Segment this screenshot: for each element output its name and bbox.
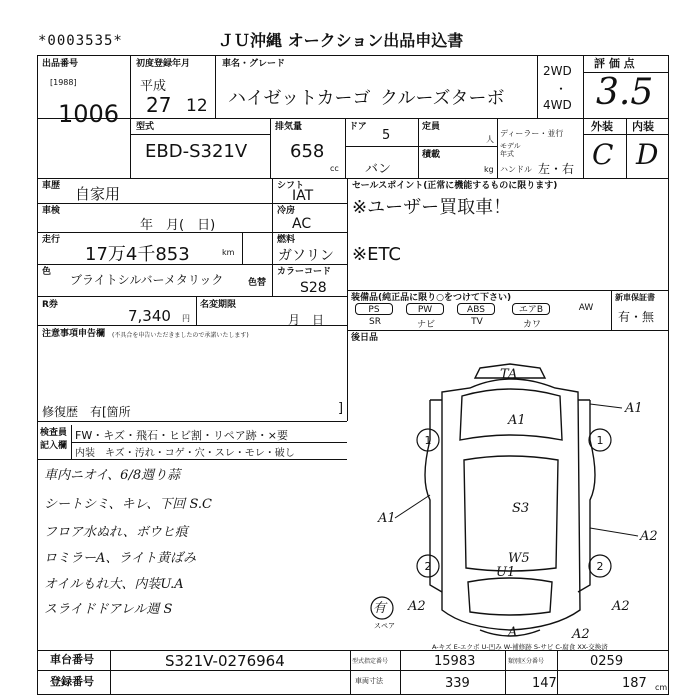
inspector-label1: 検査員 bbox=[40, 428, 68, 438]
spec-code-value: 15983 bbox=[434, 654, 476, 669]
equip-aw: AW bbox=[578, 303, 594, 313]
inspection-text: 年 月( 日) bbox=[140, 218, 216, 233]
checks-row1: FW・キズ・飛石・ヒビ割・リペア跡・×要 bbox=[75, 429, 288, 442]
hand-note-3: フロア水ぬれ、ボウヒ痕 bbox=[44, 525, 188, 540]
mark-w5: W5 bbox=[508, 551, 530, 566]
hand-note-2: シートシミ、キレ、下回 S.C bbox=[44, 497, 212, 512]
mileage-value: 17万4千853 bbox=[85, 244, 190, 265]
sales-point-line1: ※ユーザー買取車！ bbox=[352, 197, 512, 218]
handle-value: 左・右 bbox=[538, 162, 575, 176]
mark-a2-rear: A2 bbox=[408, 599, 426, 614]
registration-label: 登録番号 bbox=[50, 675, 94, 688]
spec-code-label: 型式指定番号 bbox=[352, 658, 389, 665]
class-code-value: 0259 bbox=[590, 654, 624, 669]
chassis-label: 車台番号 bbox=[50, 653, 94, 666]
engine-unit: cc bbox=[330, 164, 339, 173]
reg-month: 12 bbox=[186, 96, 208, 116]
exterior-grade: C bbox=[592, 138, 614, 171]
mileage-label: 走行 bbox=[42, 235, 61, 245]
shift-value: IAT bbox=[292, 188, 314, 204]
fuel-value: ガソリン bbox=[278, 248, 334, 264]
color-change-label: 色替 bbox=[248, 278, 267, 288]
car-damage-diagram bbox=[350, 360, 668, 645]
equip-tv: TV bbox=[471, 317, 483, 327]
load-label: 積載 bbox=[422, 150, 441, 160]
capacity-label: 定員 bbox=[422, 122, 441, 132]
handle-label: ハンドル bbox=[500, 165, 532, 174]
equipment-label: 装備品(純正品に限り○をつけて下さい) bbox=[351, 293, 512, 303]
history-label: 車歴 bbox=[42, 181, 61, 191]
document-number: *0003535* bbox=[38, 33, 123, 49]
color-label: 色 bbox=[42, 267, 52, 277]
repair-bracket-close: ] bbox=[338, 401, 344, 416]
tire-mark-fr: 1 bbox=[596, 434, 604, 447]
lot-number: 1006 bbox=[58, 100, 120, 128]
spare-label: スペア bbox=[374, 622, 395, 630]
interior-grade: D bbox=[636, 138, 659, 171]
color-value: ブライトシルバーメタリック bbox=[70, 273, 224, 287]
equip-navi: ナビ bbox=[416, 320, 435, 330]
inspection-label: 車検 bbox=[42, 206, 61, 216]
dims-height: 187 bbox=[622, 676, 647, 691]
doors-label: ドア bbox=[349, 122, 367, 132]
sales-point-line2: ※ETC bbox=[352, 244, 401, 265]
mark-a-rear: A bbox=[508, 625, 518, 640]
reg-year: 27 bbox=[146, 93, 172, 117]
doors-value: 5 bbox=[382, 128, 391, 143]
mileage-unit: km bbox=[222, 248, 235, 257]
warranty-label: 新車保証書 bbox=[615, 293, 655, 302]
dims-length: 339 bbox=[445, 676, 470, 691]
hand-note-6: スライドドアレル週 S bbox=[44, 602, 173, 617]
drive-4wd: 4WD bbox=[543, 98, 572, 112]
checks-row2: 内装 キズ・汚れ・コゲ・穴・スレ・モレ・破し bbox=[75, 448, 295, 459]
hand-note-1: 車内ニオイ、6/8週り蒜 bbox=[44, 468, 181, 483]
car-name-label: 車名・グレード bbox=[222, 59, 286, 69]
name-change-text: 月 日 bbox=[288, 313, 325, 327]
era: 平成 bbox=[140, 79, 167, 94]
hand-note-5: オイルもれ大、内装U.A bbox=[44, 577, 184, 592]
mark-a1-right: A1 bbox=[625, 401, 643, 416]
car-grade: クルーズターボ bbox=[380, 88, 505, 109]
interior-label: 内装 bbox=[632, 120, 654, 133]
engine-label: 排気量 bbox=[275, 122, 303, 132]
mark-a1-hood: A1 bbox=[508, 413, 526, 428]
later-items-label: 後日品 bbox=[351, 333, 379, 343]
hand-note-4: ロミラーA、ライト黄ばみ bbox=[44, 551, 196, 566]
chassis-value: S321V-0276964 bbox=[165, 652, 285, 670]
lot-sub: [1988] bbox=[50, 78, 77, 87]
model-value: EBD-S321V bbox=[145, 141, 248, 162]
equip-abs: ABS bbox=[457, 303, 495, 315]
inspector-label2: 記入欄 bbox=[40, 441, 68, 451]
mark-a2-bottom: A2 bbox=[572, 627, 590, 642]
recycle-label: R券 bbox=[42, 300, 58, 310]
model-label: 型式 bbox=[136, 122, 155, 132]
mark-a1-left: A1 bbox=[378, 511, 396, 526]
tire-mark-rr: 2 bbox=[596, 560, 604, 573]
damage-legend: A-キズ E-エクボ U-凹み W-補修跡 S-サビ C-腐食 XX-交換済 bbox=[432, 643, 608, 651]
exterior-label: 外装 bbox=[591, 120, 613, 133]
grade-label: 評 価 点 bbox=[594, 57, 635, 70]
equip-airbag: エアB bbox=[512, 303, 550, 315]
spare-tire-mark: 有 bbox=[373, 601, 387, 616]
class-code-label: 類別区分番号 bbox=[508, 658, 545, 665]
dims-width: 147 bbox=[532, 676, 557, 691]
color-code-label: カラーコード bbox=[277, 267, 332, 277]
shift-label: シフト bbox=[277, 181, 305, 191]
registration-date-label: 初度登録年月 bbox=[136, 59, 191, 69]
repair-history: 修復歴 有[箇所 bbox=[42, 405, 131, 419]
capacity-unit: 人 bbox=[486, 135, 494, 144]
tire-mark-fl: 1 bbox=[424, 434, 432, 447]
load-unit: kg bbox=[484, 165, 494, 174]
grade-score: 3.5 bbox=[596, 72, 654, 113]
color-code-value: S28 bbox=[300, 280, 327, 296]
equip-pw: PW bbox=[406, 303, 444, 315]
body-type: バン bbox=[365, 162, 392, 177]
drive-2wd: 2WD bbox=[543, 64, 572, 78]
notes-label: 注意事項申告欄 bbox=[42, 329, 106, 339]
recycle-value: 7,340 bbox=[128, 307, 171, 325]
dims-unit: cm bbox=[655, 683, 668, 692]
dealer-label: ディーラー・並行 bbox=[500, 129, 564, 138]
history-value: 自家用 bbox=[75, 185, 121, 203]
form-title: ＪＵ沖縄 オークション出品申込書 bbox=[218, 31, 464, 50]
drive-dot: ・ bbox=[555, 82, 568, 96]
equip-leather: カワ bbox=[522, 320, 541, 330]
model-year-label: モデル年式 bbox=[500, 142, 521, 158]
mark-a2-rr: A2 bbox=[612, 599, 630, 614]
car-name: ハイゼットカーゴ bbox=[228, 88, 371, 109]
ac-label: 冷房 bbox=[277, 206, 296, 216]
recycle-unit: 円 bbox=[182, 314, 190, 323]
engine-value: 658 bbox=[290, 141, 325, 162]
notes-sub: (不具合を申告いただきましたので承諾いたします) bbox=[112, 332, 249, 339]
equip-ps: PS bbox=[355, 303, 393, 315]
dims-label: 車両寸法 bbox=[355, 677, 383, 685]
mark-a2-right: A2 bbox=[640, 529, 658, 544]
sales-point-label: セールスポイント(正常に機能するものに限ります) bbox=[352, 181, 558, 191]
equip-sr: SR bbox=[369, 317, 381, 327]
lot-label: 出品番号 bbox=[42, 59, 79, 69]
tire-mark-rl: 2 bbox=[424, 560, 432, 573]
ac-value: AC bbox=[292, 216, 312, 232]
fuel-label: 燃料 bbox=[277, 235, 296, 245]
warranty-value: 有・無 bbox=[618, 310, 655, 324]
mark-s3: S3 bbox=[512, 501, 530, 516]
mark-ta: TA bbox=[500, 367, 518, 382]
mark-u1: U1 bbox=[496, 565, 516, 580]
name-change-label: 名変期限 bbox=[200, 300, 237, 310]
